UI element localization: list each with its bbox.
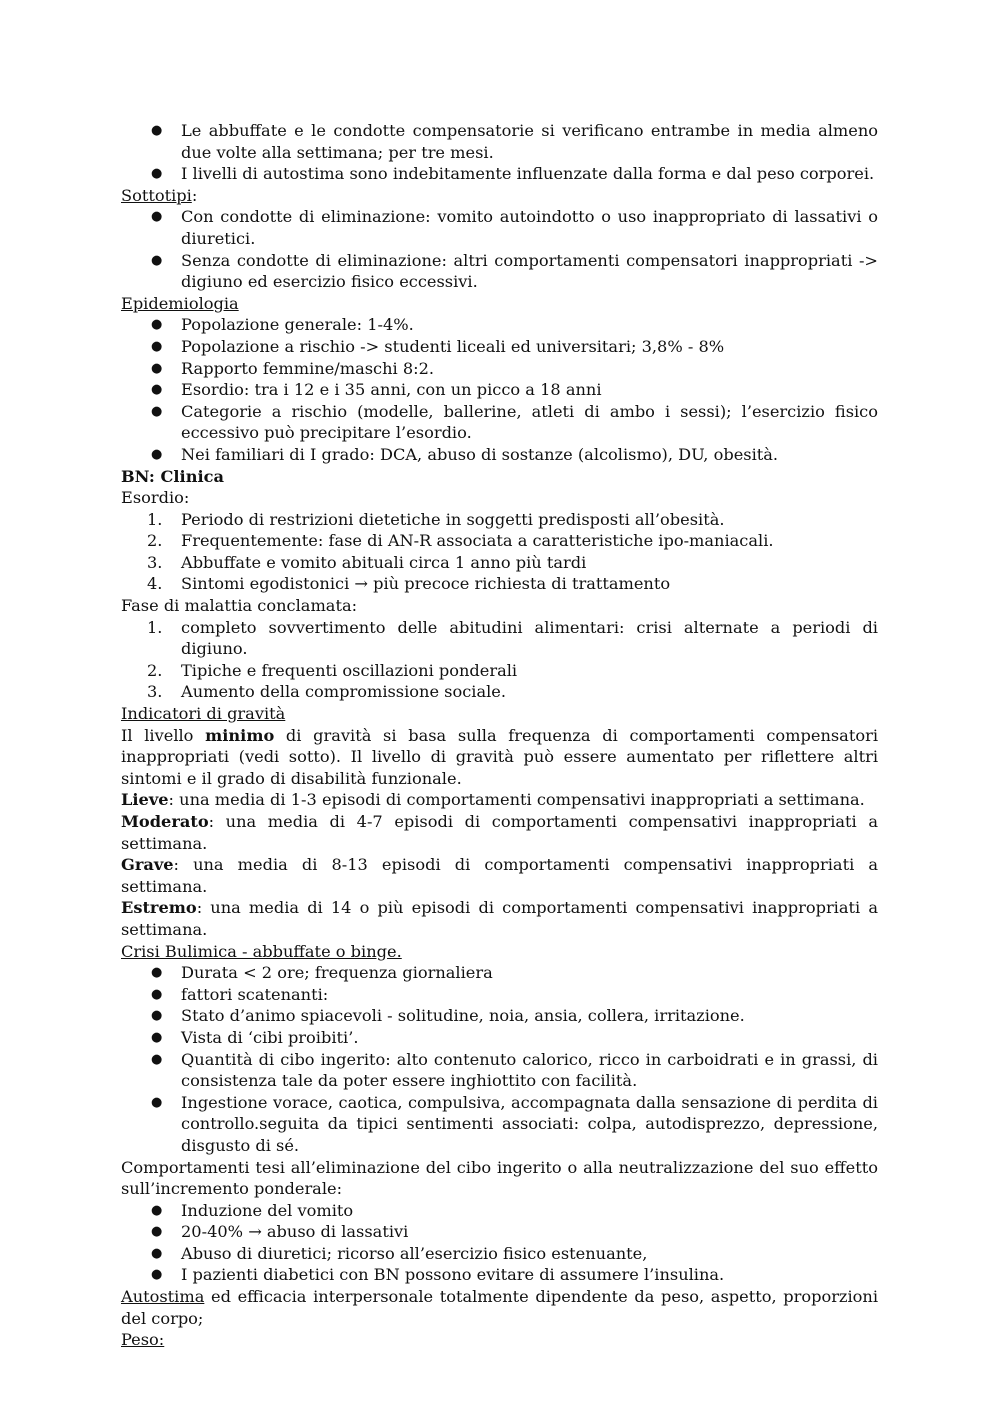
bullet-icon: ● — [151, 1267, 163, 1283]
list-item — [121, 1200, 878, 1222]
bullet-icon: ● — [151, 1202, 163, 1218]
list-number: 2. — [147, 660, 163, 680]
list-item — [121, 336, 878, 358]
bullet-icon: ● — [151, 1224, 163, 1240]
list-item-text: I livelli di autostima sono indebitamente influenzate dalla forma e dal peso corporei. — [181, 164, 875, 184]
severity-level-lieve: Lieve: una media di 1-3 episodi di comportamenti compensativi inappropriati a settimana. — [121, 790, 865, 810]
list-item — [121, 660, 878, 682]
list-item-text: Categorie a rischio (modelle, ballerine, atleti di ambo i sessi); l’esercizio fisico eccessivo può precipitare l’esordio. — [181, 401, 878, 443]
list-item-text: Periodo di restrizioni dietetiche in soggetti predisposti all’obesità. — [181, 509, 725, 529]
paragraph-autostima: Autostima ed efficacia interpersonale totalmente dipendente da peso, aspetto, proporzioni del corpo; — [121, 1287, 878, 1328]
list-item — [121, 573, 878, 595]
list-item — [121, 206, 878, 249]
list-item-text: completo sovvertimento delle abitudini alimentari: crisi alternate a periodi di digiuno. — [181, 617, 878, 659]
section-title-clinica: BN: Clinica — [121, 466, 224, 486]
subheading-fase-conclamata: Fase di malattia conclamata: — [121, 596, 358, 616]
list-item — [121, 1243, 878, 1265]
list-item — [121, 1221, 878, 1243]
bullet-icon: ● — [151, 1008, 163, 1024]
list-item — [121, 681, 878, 703]
list-item-text: Ingestione vorace, caotica, compulsiva, accompagnata dalla sensazione di perdita di controllo.seguita da tipici sentimenti associati: colpa, autodisprezzo, depressione, disgusto di sé. — [181, 1092, 878, 1155]
list-item-text: Sintomi egodistonici → più precoce richiesta di trattamento — [181, 574, 671, 594]
bullet-icon: ● — [151, 360, 163, 376]
severity-level-grave: Grave: una media di 8-13 episodi di comportamenti compensativi inappropriati a settimana. — [121, 855, 878, 896]
list-item — [121, 509, 878, 531]
list-item — [121, 552, 878, 574]
list-item-text: 20-40% → abuso di lassativi — [181, 1222, 409, 1242]
list-item — [121, 401, 878, 444]
list-item-text: Stato d’animo spiacevoli - solitudine, noia, ansia, collera, irritazione. — [181, 1006, 745, 1026]
list-item-text: Tipiche e frequenti oscillazioni ponderali — [181, 660, 518, 680]
bullet-list-epidemiologia — [121, 314, 878, 465]
section-heading-peso: Peso: — [121, 1330, 165, 1350]
list-item-text: Induzione del vomito — [181, 1200, 354, 1220]
list-item — [121, 1027, 878, 1049]
list-item-text: Con condotte di eliminazione: vomito autoindotto o uso inappropriato di lassativi o diuretici. — [181, 207, 878, 248]
list-item-text: Quantità di cibo ingerito: alto contenuto calorico, ricco in carboidrati e in grassi, di consistenza tale da poter essere inghiottito con facilità. — [181, 1049, 878, 1091]
bullet-icon: ● — [151, 123, 163, 138]
list-item — [121, 1092, 878, 1157]
list-item-text: Rapporto femmine/maschi 8:2. — [181, 358, 435, 378]
list-item-text: Popolazione a rischio -> studenti liceali ed universitari; 3,8% - 8% — [181, 336, 725, 356]
bullet-list-comportamenti — [121, 1200, 878, 1286]
section-heading-epidemiologia: Epidemiologia — [121, 293, 239, 313]
section-heading-crisi: Crisi Bulimica - abbuffate o binge. — [121, 941, 402, 961]
list-number: 3. — [147, 552, 163, 572]
list-item-text: Durata < 2 ore; frequenza giornaliera — [181, 963, 493, 983]
list-item-text: I pazienti diabetici con BN possono evitare di assumere l’insulina. — [181, 1265, 725, 1285]
list-number: 3. — [147, 682, 163, 702]
list-item-text: Nei familiari di I grado: DCA, abuso di sostanze (alcolismo), DU, obesità. — [181, 444, 779, 464]
severity-level-estremo: Estremo: una media di 14 o più episodi di comportamenti compensativi inappropriati a settimana. — [121, 898, 878, 939]
bullet-icon: ● — [151, 317, 163, 333]
bullet-icon: ● — [151, 403, 163, 419]
list-item-text: Abuso di diuretici; ricorso all’esercizio fisico estenuante, — [181, 1243, 648, 1263]
list-item-text: fattori scatenanti: — [181, 984, 329, 1004]
list-item-text: Aumento della compromissione sociale. — [181, 682, 507, 702]
list-number: 1. — [147, 509, 163, 529]
list-number: 2. — [147, 531, 163, 551]
list-item — [121, 379, 878, 401]
bullet-icon: ● — [151, 166, 163, 182]
list-item — [121, 314, 878, 336]
list-item-text: Senza condotte di eliminazione: altri comportamenti compensatori inappropriati -> digiuno ed esercizio fisico eccessivi. — [181, 250, 878, 292]
list-item-text: Popolazione generale: 1-4%. — [181, 315, 414, 335]
list-item — [121, 444, 878, 466]
bullet-icon: ● — [151, 446, 163, 462]
list-item — [121, 1264, 878, 1286]
bullet-icon: ● — [151, 1029, 163, 1045]
bullet-icon: ● — [151, 1051, 163, 1067]
list-item — [121, 530, 878, 552]
bullet-icon: ● — [151, 986, 163, 1002]
bullet-icon: ● — [151, 1094, 163, 1110]
subheading-esordio: Esordio: — [121, 488, 190, 508]
bullet-icon: ● — [151, 338, 163, 354]
list-item-text: Esordio: tra i 12 e i 35 anni, con un picco a 18 anni — [181, 380, 602, 400]
list-item-text: Vista di ‘cibi proibiti’. — [181, 1027, 359, 1047]
bullet-icon: ● — [151, 382, 163, 398]
paragraph-comportamenti: Comportamenti tesi all’eliminazione del cibo ingerito o alla neutralizzazione del suo effetto sull’incremento ponderale: — [121, 1157, 878, 1199]
list-item — [121, 358, 878, 380]
list-item — [121, 1005, 878, 1027]
list-item — [121, 163, 878, 185]
bullet-list-sottotipi — [121, 206, 878, 292]
numbered-list-conclamata — [121, 617, 878, 703]
severity-level-moderato: Moderato: una media di 4-7 episodi di comportamenti compensativi inappropriati a settimana. — [121, 812, 878, 853]
list-item — [121, 120, 878, 163]
list-item — [121, 250, 878, 293]
list-item — [121, 962, 878, 984]
bullet-icon: ● — [151, 252, 163, 268]
bullet-icon: ● — [151, 1245, 163, 1261]
bullet-list-crisi — [121, 962, 878, 1156]
paragraph-gravita: Il livello minimo di gravità si basa sulla frequenza di comportamenti compensatori inappropriati (vedi sotto). Il livello di gravità può essere aumentato per riflettere altri sintomi e il grado di disabilità funzionale. — [121, 725, 879, 788]
list-item-text: Abbuffate e vomito abituali circa 1 anno più tardi — [181, 552, 587, 572]
list-item-text: Le abbuffate e le condotte compensatorie si verificano entrambe in media almeno due volte alla settimana; per tre mesi. — [181, 121, 878, 162]
section-heading-sottotipi: Sottotipi: — [121, 185, 198, 205]
list-item-text: Frequentemente: fase di AN-R associata a caratteristiche ipo-maniacali. — [181, 531, 774, 551]
bullet-icon: ● — [151, 965, 163, 981]
list-number: 4. — [147, 574, 163, 594]
list-item — [121, 984, 878, 1006]
numbered-list-esordio — [121, 509, 878, 595]
list-item — [121, 617, 878, 660]
bullet-list-criteria — [121, 120, 878, 185]
list-number: 1. — [147, 617, 163, 637]
bullet-icon: ● — [151, 209, 163, 225]
list-item — [121, 1049, 878, 1092]
section-heading-gravita: Indicatori di gravità — [121, 704, 286, 724]
